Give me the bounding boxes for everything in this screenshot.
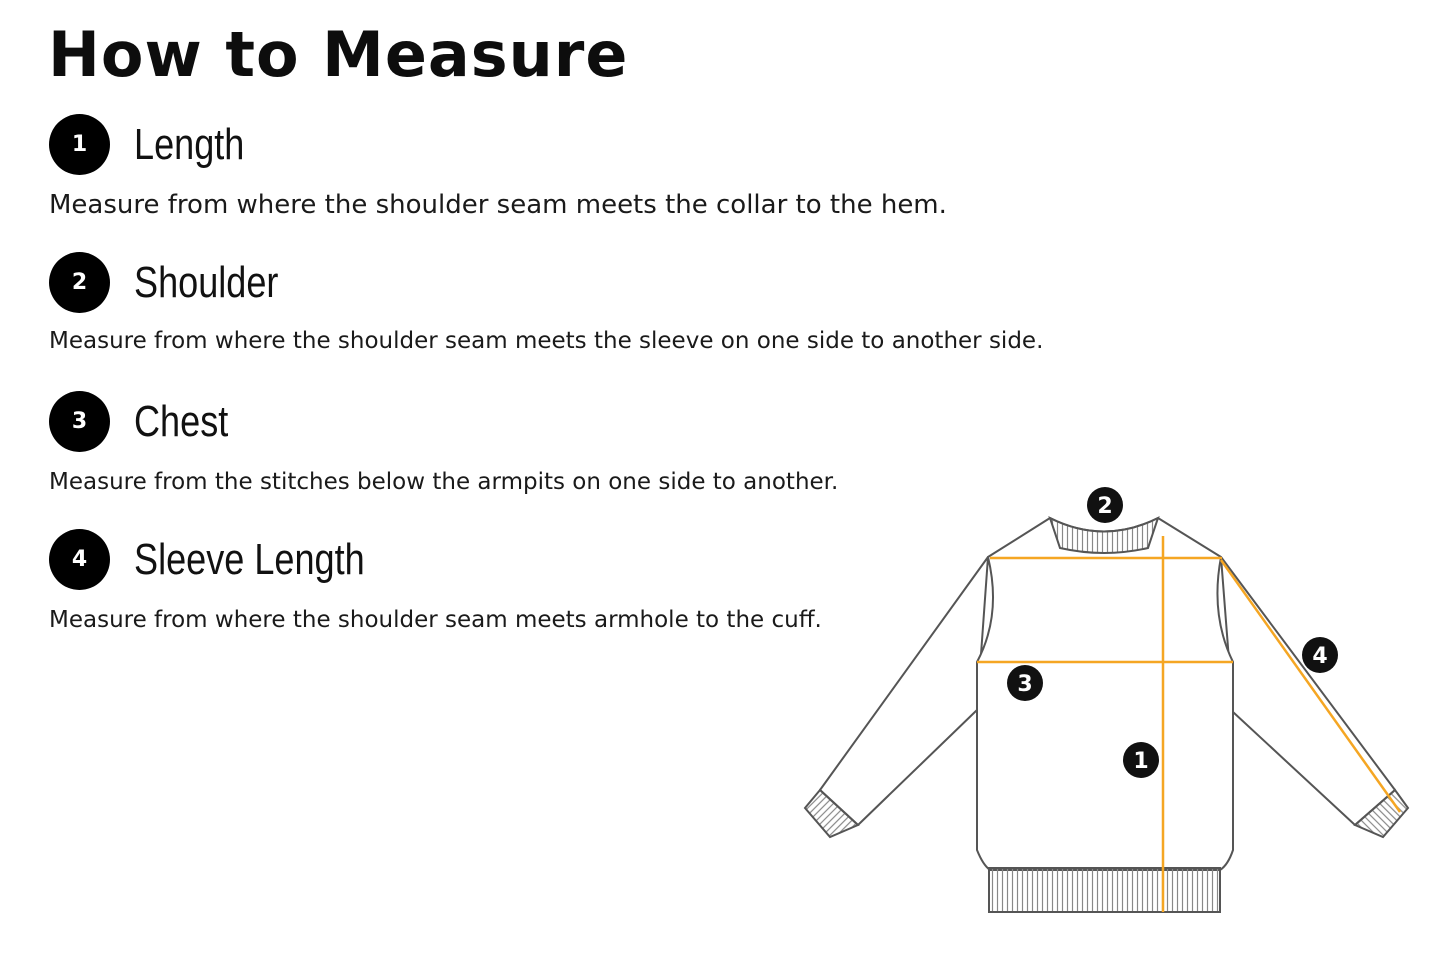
svg-text:2: 2 (1097, 494, 1113, 519)
step-chest-heading (49, 391, 249, 452)
step-number-badge: 3 (49, 391, 110, 452)
svg-text:4: 4 (1312, 644, 1328, 669)
step-title: Chest (134, 396, 229, 446)
hem-band (989, 868, 1220, 912)
step-number-badge: 2 (49, 252, 110, 313)
step-number-badge: 4 (49, 529, 110, 590)
step-sleeve-length-heading (49, 529, 415, 590)
step-description: Measure from where the shoulder seam meets the collar to the hem. (49, 190, 947, 220)
collar (1050, 518, 1158, 553)
page-title: How to Measure (48, 18, 629, 91)
svg-text:1: 1 (1133, 749, 1149, 774)
marker-sleeve-length (1302, 637, 1338, 673)
marker-shoulder (1087, 487, 1123, 523)
marker-length (1123, 742, 1159, 778)
step-title: Shoulder (134, 257, 279, 307)
svg-text:3: 3 (1017, 672, 1033, 697)
step-length-heading (49, 114, 269, 175)
step-title: Sleeve Length (134, 534, 365, 584)
marker-chest (1007, 665, 1043, 701)
step-description: Measure from where the shoulder seam meets armhole to the cuff. (49, 607, 822, 633)
sweater-measurement-diagram (795, 480, 1420, 920)
sweater-outline (820, 518, 1395, 870)
step-description: Measure from where the shoulder seam meets the sleeve on one side to another side. (49, 328, 1044, 354)
step-number-badge: 1 (49, 114, 110, 175)
step-description: Measure from the stitches below the armpits on one side to another. (49, 469, 839, 495)
step-shoulder-heading (49, 252, 310, 313)
step-title: Length (134, 119, 245, 169)
